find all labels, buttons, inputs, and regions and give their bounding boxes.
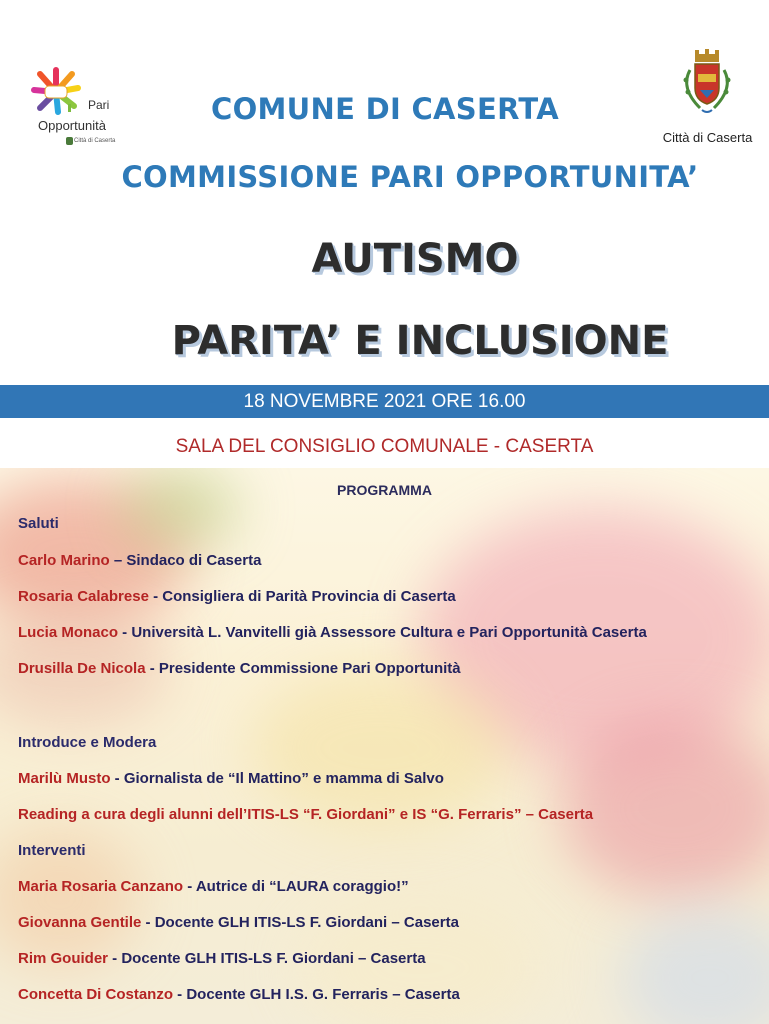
program-title: PROGRAMMA bbox=[337, 482, 432, 498]
logo-sunburst-icon bbox=[28, 52, 138, 152]
comune-title: COMUNE DI CASERTA bbox=[210, 92, 559, 126]
speaker-role: - Autrice di “LAURA coraggio!” bbox=[183, 878, 409, 895]
speaker-role: - Giornalista de “Il Mattino” e mamma di Salvo bbox=[110, 770, 444, 787]
logo-text-opportunita: Opportunità bbox=[38, 118, 106, 133]
speaker-role: - Docente GLH ITIS-LS F. Giordani – Caserta bbox=[141, 914, 459, 931]
speaker-role: – Sindaco di Caserta bbox=[109, 552, 262, 569]
speaker-role: - Università L. Vanvitelli già Assessore Cultura e Pari Opportunità Caserta bbox=[118, 624, 647, 641]
speaker-role: - Consigliera di Parità Provincia di Caserta bbox=[148, 588, 456, 605]
program-item bbox=[18, 660, 461, 677]
citta-di-caserta-logo bbox=[650, 48, 765, 153]
speaker-name: Carlo Marino bbox=[18, 552, 110, 569]
section-interventi: Interventi bbox=[18, 842, 86, 859]
program-item bbox=[18, 588, 456, 605]
speaker-name: Rosaria Calabrese bbox=[18, 588, 149, 605]
pari-opportunita-logo bbox=[28, 52, 138, 152]
logo-text-pari: Pari bbox=[88, 98, 110, 112]
small-crest-icon bbox=[66, 137, 73, 145]
speaker-name: Giovanna Gentile bbox=[18, 914, 142, 931]
speaker-name: Maria Rosaria Canzano bbox=[18, 878, 184, 895]
citta-di-caserta-label: Città di Caserta bbox=[662, 130, 753, 145]
speaker-name: Marilù Musto bbox=[18, 770, 111, 787]
date-bar: 18 NOVEMBRE 2021 ORE 16.00 bbox=[0, 385, 769, 418]
logo-text-small: Città di Caserta bbox=[74, 138, 116, 144]
crest-icon bbox=[650, 48, 765, 128]
commissione-title: COMMISSIONE PARI OPPORTUNITA’ bbox=[121, 160, 699, 194]
event-location: SALA DEL CONSIGLIO COMUNALE - CASERTA bbox=[175, 436, 594, 457]
program-section bbox=[0, 478, 769, 1024]
section-saluti: Saluti bbox=[18, 515, 59, 532]
reading-line: Reading a cura degli alunni dell’ITIS-LS “F. Giordani” e IS “G. Ferraris” – Caserta bbox=[18, 806, 594, 823]
program-item bbox=[18, 552, 261, 569]
speaker-role: - Presidente Commissione Pari Opportunità bbox=[145, 660, 461, 677]
speaker-name: Lucia Monaco bbox=[18, 624, 119, 641]
speaker-role: - Docente GLH ITIS-LS F. Giordani – Caserta bbox=[108, 950, 426, 967]
program-item bbox=[18, 950, 426, 967]
speaker-name: Concetta Di Costanzo bbox=[18, 986, 174, 1003]
program-item bbox=[18, 624, 647, 641]
event-title-parita: PARITA’ E INCLUSIONE bbox=[171, 318, 669, 364]
event-title-autismo: AUTISMO bbox=[311, 236, 519, 282]
section-introduce: Introduce e Modera bbox=[18, 734, 157, 751]
program-item bbox=[18, 914, 459, 931]
speaker-name: Drusilla De Nicola bbox=[18, 660, 146, 677]
program-item bbox=[18, 878, 409, 895]
program-item bbox=[18, 770, 444, 787]
speaker-name: Rim Gouider bbox=[18, 950, 109, 967]
program-item bbox=[18, 986, 460, 1003]
speaker-role: - Docente GLH I.S. G. Ferraris – Caserta bbox=[173, 986, 460, 1003]
